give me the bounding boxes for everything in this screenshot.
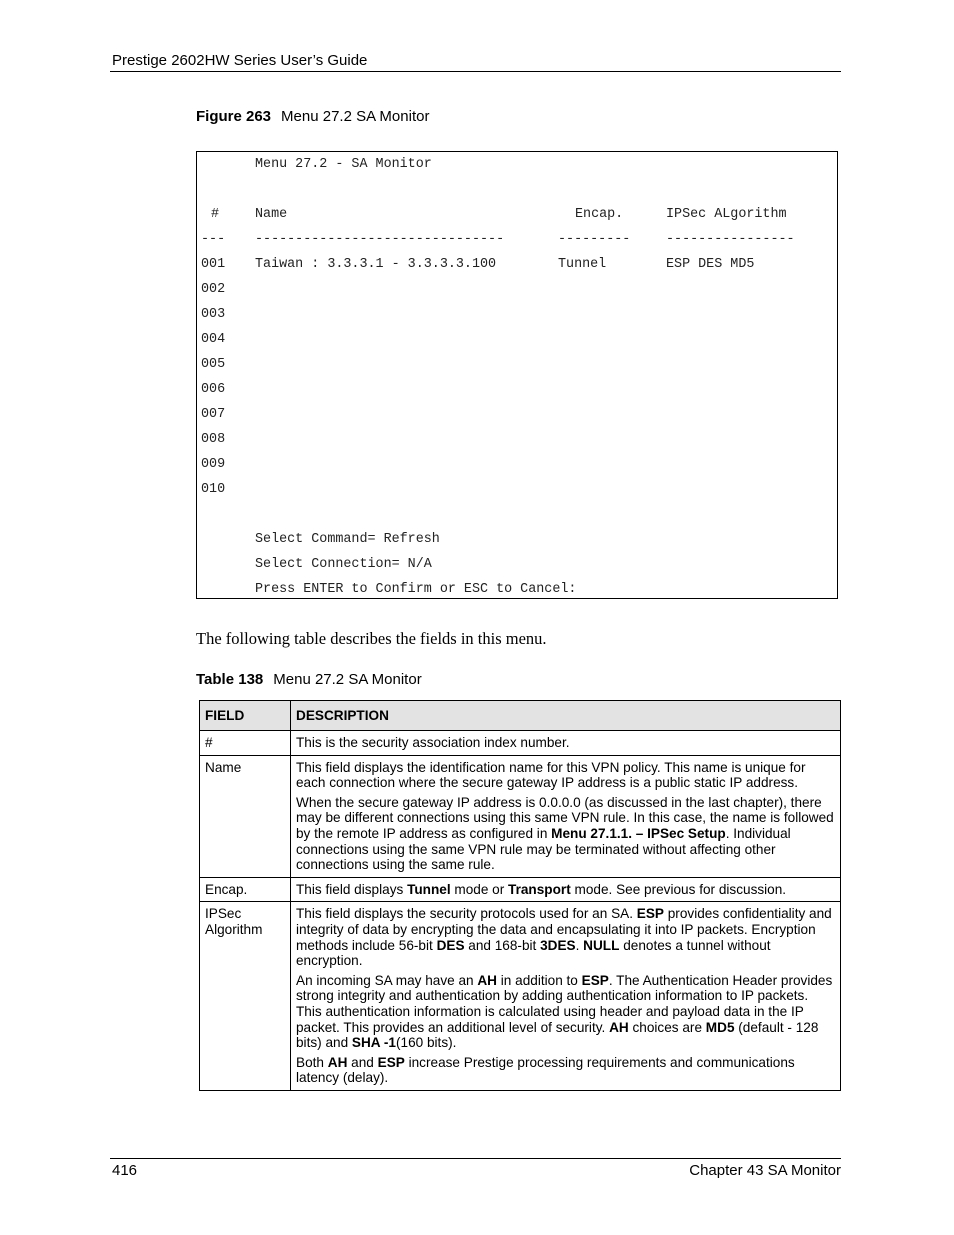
header-field: FIELD — [200, 701, 291, 731]
field-cell: IPSec Algorithm — [200, 902, 291, 1091]
row-index: 006 — [201, 382, 226, 397]
description-cell: This is the security association index number. — [291, 731, 841, 756]
row-algorithm: ESP DES MD5 — [666, 257, 755, 272]
row-index: 003 — [201, 307, 226, 322]
separator-name: ------------------------------- — [255, 232, 505, 247]
header-description: DESCRIPTION — [291, 701, 841, 731]
row-index: 004 — [201, 332, 226, 347]
terminal-screen — [196, 151, 838, 599]
row-index: 009 — [201, 457, 226, 472]
description-paragraph: This field displays the identification name for this VPN policy. This name is unique for each connection where the secure gateway IP address is a public static IP address. — [296, 759, 806, 791]
table-row — [200, 877, 841, 902]
table-caption — [196, 671, 422, 688]
select-command-prompt: Select Command= Refresh — [255, 532, 440, 547]
description-paragraph: When the secure gateway IP address is 0.0.0.0 (as discussed in the last chapter), there may be different connections using this same VPN rule. In this case, the name is followed by the remote IP address as configured in Menu 27.1.1. – IPSec Setup. Individual connections using the same VPN rule may be terminated without affecting other connections using the same rule. — [296, 794, 834, 873]
confirm-prompt: Press ENTER to Confirm or ESC to Cancel: — [255, 582, 577, 597]
column-header-algorithm: IPSec ALgorithm — [666, 207, 787, 222]
description-paragraph: This field displays the security protocols used for an SA. ESP provides confidentiality and integrity of data by encrypting the data and encapsulating it into IP packets. Encryption methods include 56-bit DES and 168-bit 3DES. NULL denotes a tunnel without encryption. — [296, 906, 832, 969]
table-header-row — [200, 701, 841, 731]
row-name: Taiwan : 3.3.3.1 - 3.3.3.3.100 — [255, 257, 497, 272]
table-label: Table 138 — [196, 671, 264, 688]
page-number: 416 — [112, 1162, 138, 1179]
table-row — [200, 755, 841, 877]
row-index: 002 — [201, 282, 226, 297]
field-description-table — [199, 700, 841, 1091]
footer-divider — [110, 1158, 841, 1159]
description-cell — [291, 755, 841, 877]
field-cell: # — [200, 731, 291, 756]
select-connection-prompt: Select Connection= N/A — [255, 557, 432, 572]
intro-paragraph: The following table describes the fields in this menu. — [196, 629, 547, 648]
row-index: 010 — [201, 482, 226, 497]
row-index: 001 — [201, 257, 226, 272]
separator-index: --- — [201, 232, 226, 247]
column-header-index: # — [211, 207, 220, 222]
table-row — [200, 731, 841, 756]
row-index: 007 — [201, 407, 226, 422]
row-encap: Tunnel — [558, 257, 607, 272]
separator-algorithm: ---------------- — [666, 232, 795, 247]
running-header: Prestige 2602HW Series User’s Guide — [112, 52, 368, 69]
description-paragraph: Both AH and ESP increase Prestige processing requirements and communications latency (delay). — [296, 1054, 795, 1086]
row-index: 005 — [201, 357, 226, 372]
field-cell: Name — [200, 755, 291, 877]
figure-caption — [196, 108, 429, 125]
column-header-encap: Encap. — [575, 207, 624, 222]
table-row — [200, 902, 841, 1091]
chapter-title: Chapter 43 SA Monitor — [689, 1162, 841, 1179]
description-paragraph: An incoming SA may have an AH in addition to ESP. The Authentication Header provides strong integrity and authentication by adding authentication information to IP packets. This authentication information is calculated using header and payload data in the IP packet. This provides an additional level of security. AH choices are MD5 (default - 128 bits) and SHA -1(160 bits). — [296, 972, 833, 1051]
figure-title: Menu 27.2 SA Monitor — [281, 108, 430, 125]
menu-title: Menu 27.2 - SA Monitor — [255, 157, 432, 172]
description-cell: This field displays Tunnel mode or Transport mode. See previous for discussion. — [291, 877, 841, 902]
field-cell: Encap. — [200, 877, 291, 902]
separator-encap: --------- — [558, 232, 631, 247]
header-divider — [110, 71, 841, 72]
description-cell — [291, 902, 841, 1091]
column-header-name: Name — [255, 207, 288, 222]
row-index: 008 — [201, 432, 226, 447]
figure-label: Figure 263 — [196, 108, 272, 125]
table-title: Menu 27.2 SA Monitor — [273, 671, 422, 688]
